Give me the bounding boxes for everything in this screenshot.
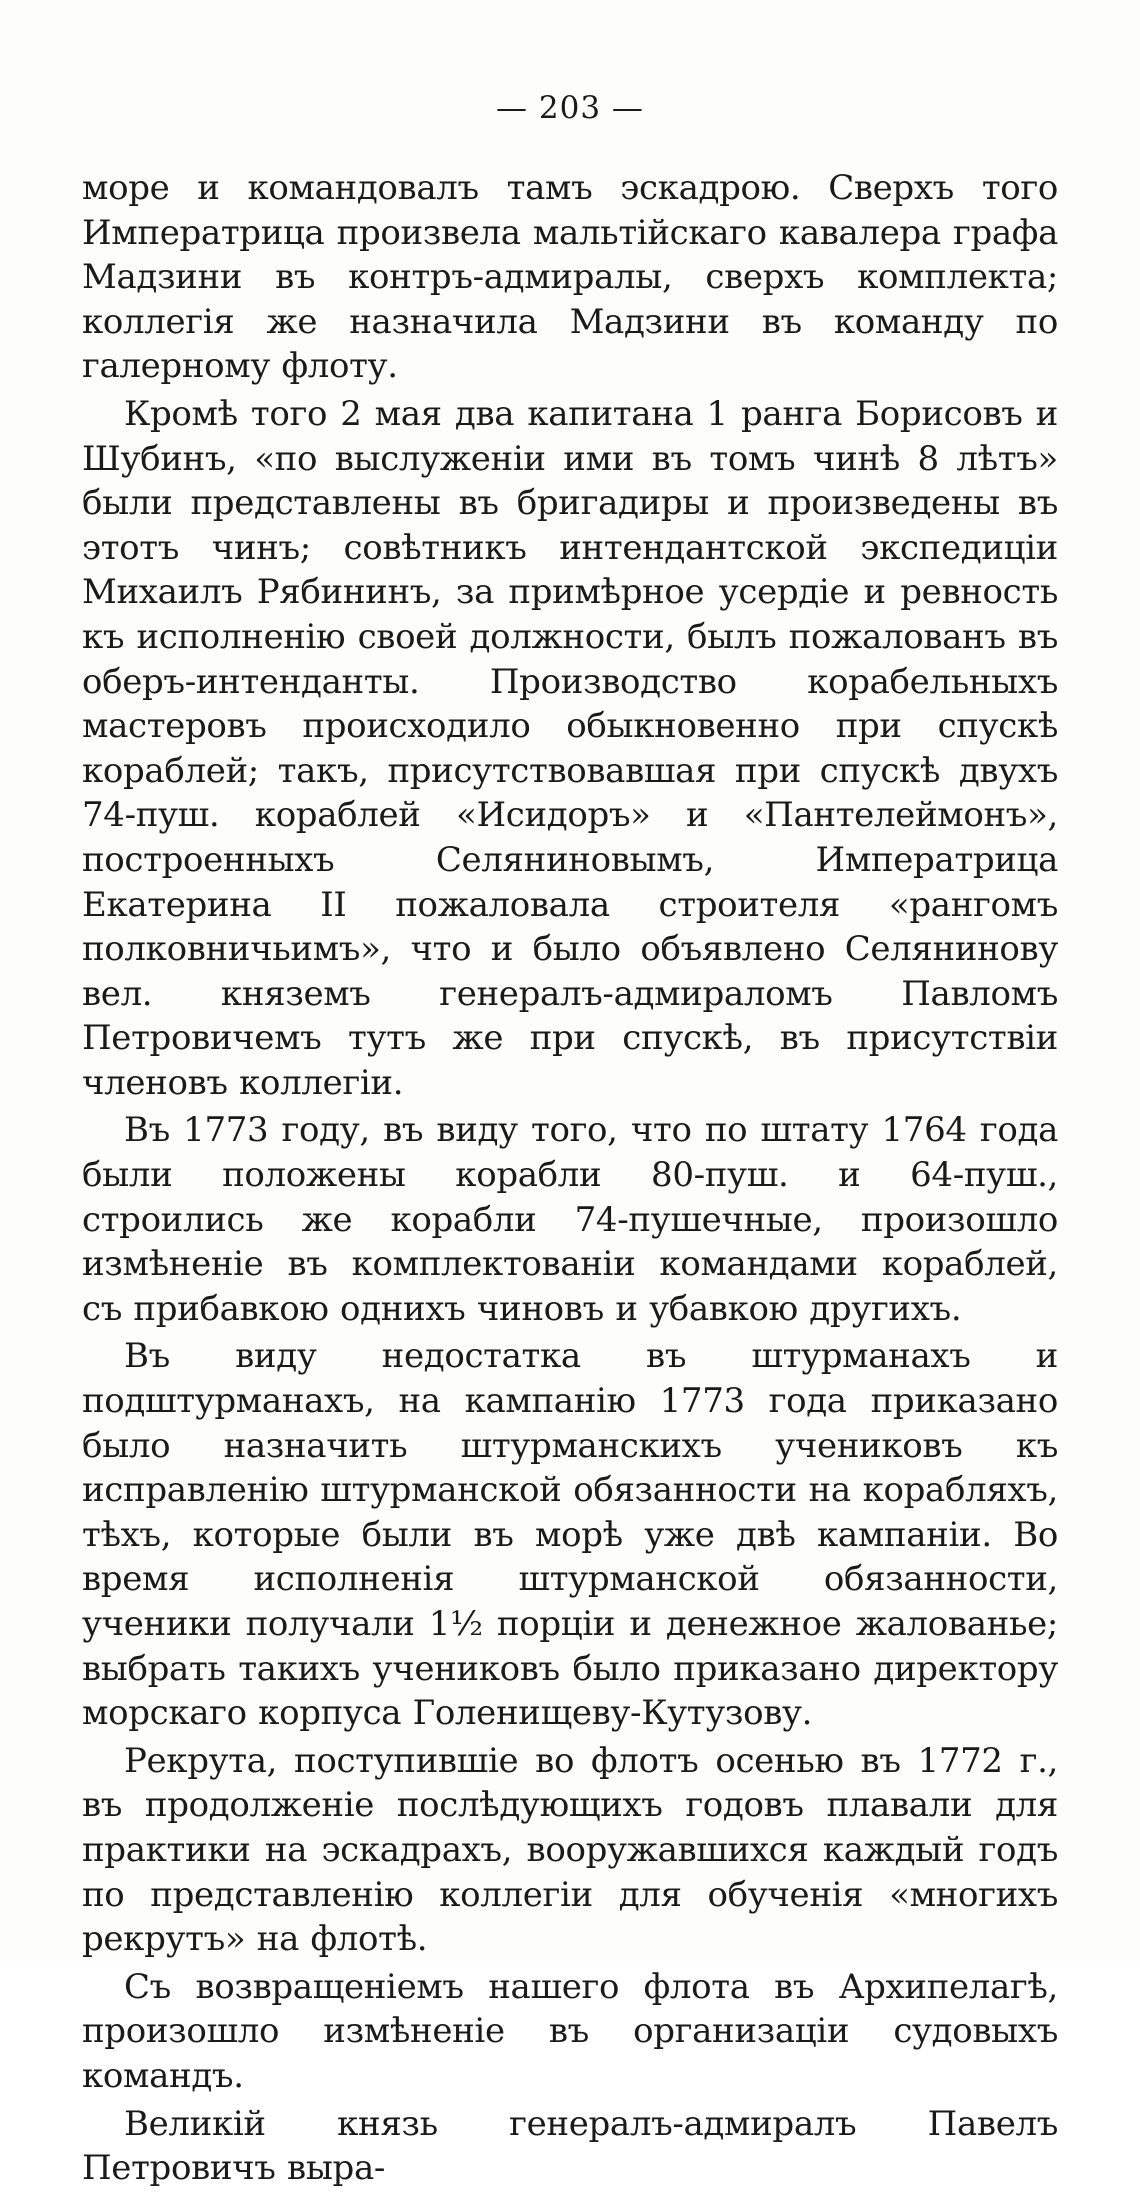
page-number: — 203 — [496,90,644,126]
paragraph: Съ возвращеніемъ нашего флота въ Архипелагѣ, произошло измѣненіе въ организаціи судовыхъ командъ. [82,1966,1058,2096]
paragraph: Въ 1773 году, въ виду того, что по штату 1764 года были положены корабли 80-пуш. и 64-пуш., строились же корабли 74-пушечные, произошло измѣненіе въ комплектованіи командами кораблей, съ прибавкою однихъ чиновъ и убавкою другихъ. [82,1110,1058,1329]
body-text [82,166,1058,2194]
paragraph: Кромѣ того 2 мая два капитана 1 ранга Борисовъ и Шубинъ, «по выслуженіи ими въ томъ чинѣ 8 лѣтъ» были представлены въ бригадиры и произведены въ этотъ чинъ; совѣтникъ интендантской экспедиціи Михаилъ Рябининъ, за примѣрное усердіе и ревность къ исполненію своей должности, былъ пожалованъ въ оберъ-интенданты. Производство корабельныхъ мастеровъ происходило обыкновенно при спускѣ кораблей; такъ, присутствовавшая при спускѣ двухъ 74-пуш. кораблей «Исидоръ» и «Пантелеймонъ», построенныхъ Селяниновымъ, Императрица Екатерина II пожаловала строителя «рангомъ полковничьимъ», что и было объявлено Селянинову вел. княземъ генералъ-адмираломъ Павломъ Петровичемъ тутъ же при спускѣ, въ присутствіи членовъ коллегіи. [82,393,1058,1103]
paragraph-truncated: Великій князь генералъ-адмиралъ Павелъ Петровичъ выра- [82,2103,1058,2189]
paragraph: Рекрута, поступившіе во флотъ осенью въ 1772 г., въ продолженіе послѣдующихъ годовъ плавали для практики на эскадрахъ, вооружавшихся каждый годъ по представленію коллегіи для обученія «многихъ рекрутъ» на флотѣ. [82,1740,1058,1960]
paragraph-continued: море и командовалъ тамъ эскадрою. Сверхъ того Императрица произвела мальтійскаго кавалера графа Мадзини въ контръ-адмиралы, сверхъ комплекта; коллегія же назначила Мадзини въ команду по галерному флоту. [82,168,1058,387]
paragraph: Въ виду недостатка въ штурманахъ и подштурманахъ, на кампанію 1773 года приказано было назначить штурманскихъ учениковъ къ исправленію штурманской обязанности на корабляхъ, тѣхъ, которые были въ морѣ уже двѣ кампаніи. Во время исполненія штурманской обязанности, ученики получали 1½ порціи и денежное жалованье; выбрать такихъ учениковъ было приказано директору морскаго корпуса Голенищеву-Кутузову. [82,1336,1058,1734]
